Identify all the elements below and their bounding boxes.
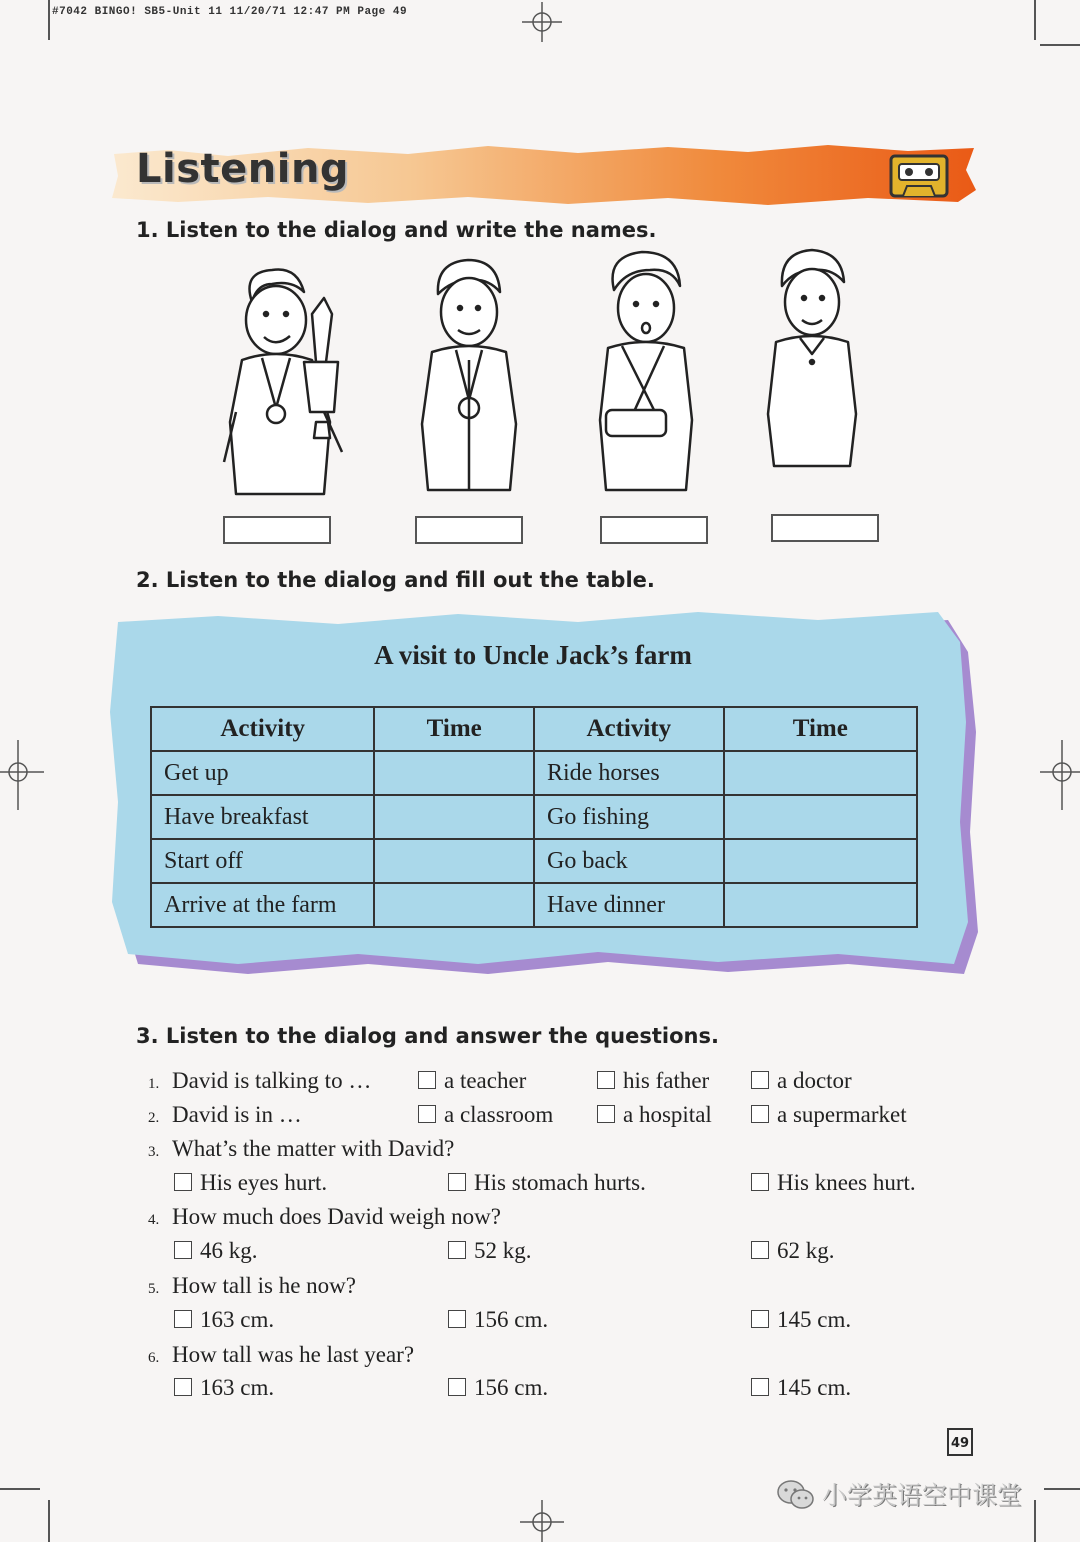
option-label: a supermarket [777,1102,907,1127]
question-6 [148,1342,414,1368]
time-input-cell[interactable] [724,795,917,839]
question-number: 5. [148,1281,160,1297]
checkbox[interactable] [448,1241,466,1259]
question-3 [148,1136,454,1162]
answer-option[interactable] [751,1375,851,1401]
column-header: Time [724,707,917,751]
question-text: What’s the matter with David? [172,1136,455,1161]
question-5 [148,1273,356,1299]
option-label: 156 cm. [474,1375,549,1400]
boy-in-sweater-illustration [762,246,862,468]
time-input-cell[interactable] [374,795,534,839]
name-answer-box[interactable] [223,516,331,544]
time-input-cell[interactable] [374,751,534,795]
crop-mark [1044,1488,1080,1490]
column-header: Time [374,707,534,751]
answer-option[interactable] [418,1068,526,1094]
checkbox[interactable] [751,1071,769,1089]
table-row [151,883,917,927]
checkbox[interactable] [174,1378,192,1396]
table-row [151,839,917,883]
activity-cell: Have breakfast [151,795,374,839]
checkbox[interactable] [597,1105,615,1123]
registration-mark-icon [520,1500,564,1542]
name-answer-box[interactable] [415,516,523,544]
answer-option[interactable] [751,1102,907,1128]
question-4 [148,1204,501,1230]
answer-option[interactable] [448,1307,548,1333]
crop-mark [1034,1500,1036,1542]
checkbox[interactable] [448,1173,466,1191]
activity-cell: Start off [151,839,374,883]
answer-option[interactable] [751,1238,835,1264]
option-label: 156 cm. [474,1307,549,1332]
option-label: 52 kg. [474,1238,532,1263]
column-header: Activity [151,707,374,751]
answer-option[interactable] [751,1068,852,1094]
option-label: 46 kg. [200,1238,258,1263]
time-input-cell[interactable] [374,839,534,883]
time-input-cell[interactable] [724,751,917,795]
checkbox[interactable] [751,1378,769,1396]
crop-mark [0,1488,40,1490]
checkbox[interactable] [751,1310,769,1328]
crop-mark [1040,44,1080,46]
answer-option[interactable] [174,1170,327,1196]
question-number: 4. [148,1212,160,1228]
boy-with-trophy-illustration [212,262,357,500]
answer-option[interactable] [448,1238,532,1264]
wechat-logo-icon [776,1478,816,1512]
name-answer-box[interactable] [771,514,879,542]
activity-time-table [150,706,918,928]
checkbox[interactable] [751,1105,769,1123]
question-number: 6. [148,1350,160,1366]
exercise-3-heading: 3. Listen to the dialog and answer the questions. [136,1024,719,1048]
answer-option[interactable] [174,1307,274,1333]
registration-mark-icon [522,2,562,42]
registration-mark-icon [0,740,44,810]
checkbox[interactable] [418,1105,436,1123]
answer-option[interactable] [751,1170,916,1196]
question-number: 3. [148,1144,160,1160]
option-label: a classroom [444,1102,554,1127]
option-label: a teacher [444,1068,527,1093]
question-2 [148,1102,302,1128]
section-title: Listening [136,146,350,192]
checkbox[interactable] [174,1241,192,1259]
option-label: a doctor [777,1068,852,1093]
question-number: 2. [148,1110,160,1126]
activity-cell: Get up [151,751,374,795]
checkbox[interactable] [174,1310,192,1328]
registration-mark-icon [1040,740,1080,810]
name-answer-box[interactable] [600,516,708,544]
table-row [151,751,917,795]
checkbox[interactable] [751,1173,769,1191]
question-text: David is in … [172,1102,302,1127]
option-label: 163 cm. [200,1375,275,1400]
question-1 [148,1068,371,1094]
answer-option[interactable] [448,1170,646,1196]
page-number: 49 [947,1428,973,1456]
activity-cell: Have dinner [534,883,724,927]
option-label: 145 cm. [777,1307,852,1332]
question-text: David is talking to … [172,1068,372,1093]
watermark: 小学英语空中课堂 [822,1481,1023,1510]
option-label: 62 kg. [777,1238,835,1263]
time-input-cell[interactable] [724,883,917,927]
exercise-2-heading: 2. Listen to the dialog and fill out the table. [136,568,655,592]
cassette-tape-icon [888,150,950,202]
checkbox[interactable] [448,1378,466,1396]
checkbox[interactable] [418,1071,436,1089]
table-header-row [151,707,917,751]
option-label: a hospital [623,1102,712,1127]
option-label: His eyes hurt. [200,1170,328,1195]
answer-option[interactable] [418,1102,553,1128]
option-label: His knees hurt. [777,1170,916,1195]
answer-option[interactable] [174,1238,258,1264]
option-label: 145 cm. [777,1375,852,1400]
activity-cell: Go fishing [534,795,724,839]
print-header: #7042 BINGO! SB5-Unit 11 11/20/71 12:47 PM Page 49 [52,6,408,18]
time-input-cell[interactable] [724,839,917,883]
crop-mark [48,0,50,40]
answer-option[interactable] [597,1102,712,1128]
exercise-1-heading: 1. Listen to the dialog and write the names. [136,218,657,242]
question-text: How tall is he now? [172,1273,356,1298]
checkbox[interactable] [174,1173,192,1191]
activity-cell: Arrive at the farm [151,883,374,927]
table-row [151,795,917,839]
crop-mark [1034,0,1036,40]
answer-option[interactable] [448,1375,548,1401]
boy-with-arm-sling-illustration [592,246,700,494]
activity-cell: Go back [534,839,724,883]
crop-mark [48,1500,50,1542]
checkbox[interactable] [448,1310,466,1328]
option-label: His stomach hurts. [474,1170,646,1195]
question-text: How tall was he last year? [172,1342,415,1367]
option-label: 163 cm. [200,1307,275,1332]
activity-cell: Ride horses [534,751,724,795]
column-header: Activity [534,707,724,751]
question-number: 1. [148,1076,160,1092]
time-input-cell[interactable] [374,883,534,927]
question-text: How much does David weigh now? [172,1204,501,1229]
option-label: his father [623,1068,710,1093]
answer-option[interactable] [597,1068,709,1094]
answer-option[interactable] [751,1307,851,1333]
checkbox[interactable] [751,1241,769,1259]
table-title: A visit to Uncle Jack’s farm [374,640,692,670]
boy-with-medal-illustration [414,254,524,494]
answer-option[interactable] [174,1375,274,1401]
checkbox[interactable] [597,1071,615,1089]
